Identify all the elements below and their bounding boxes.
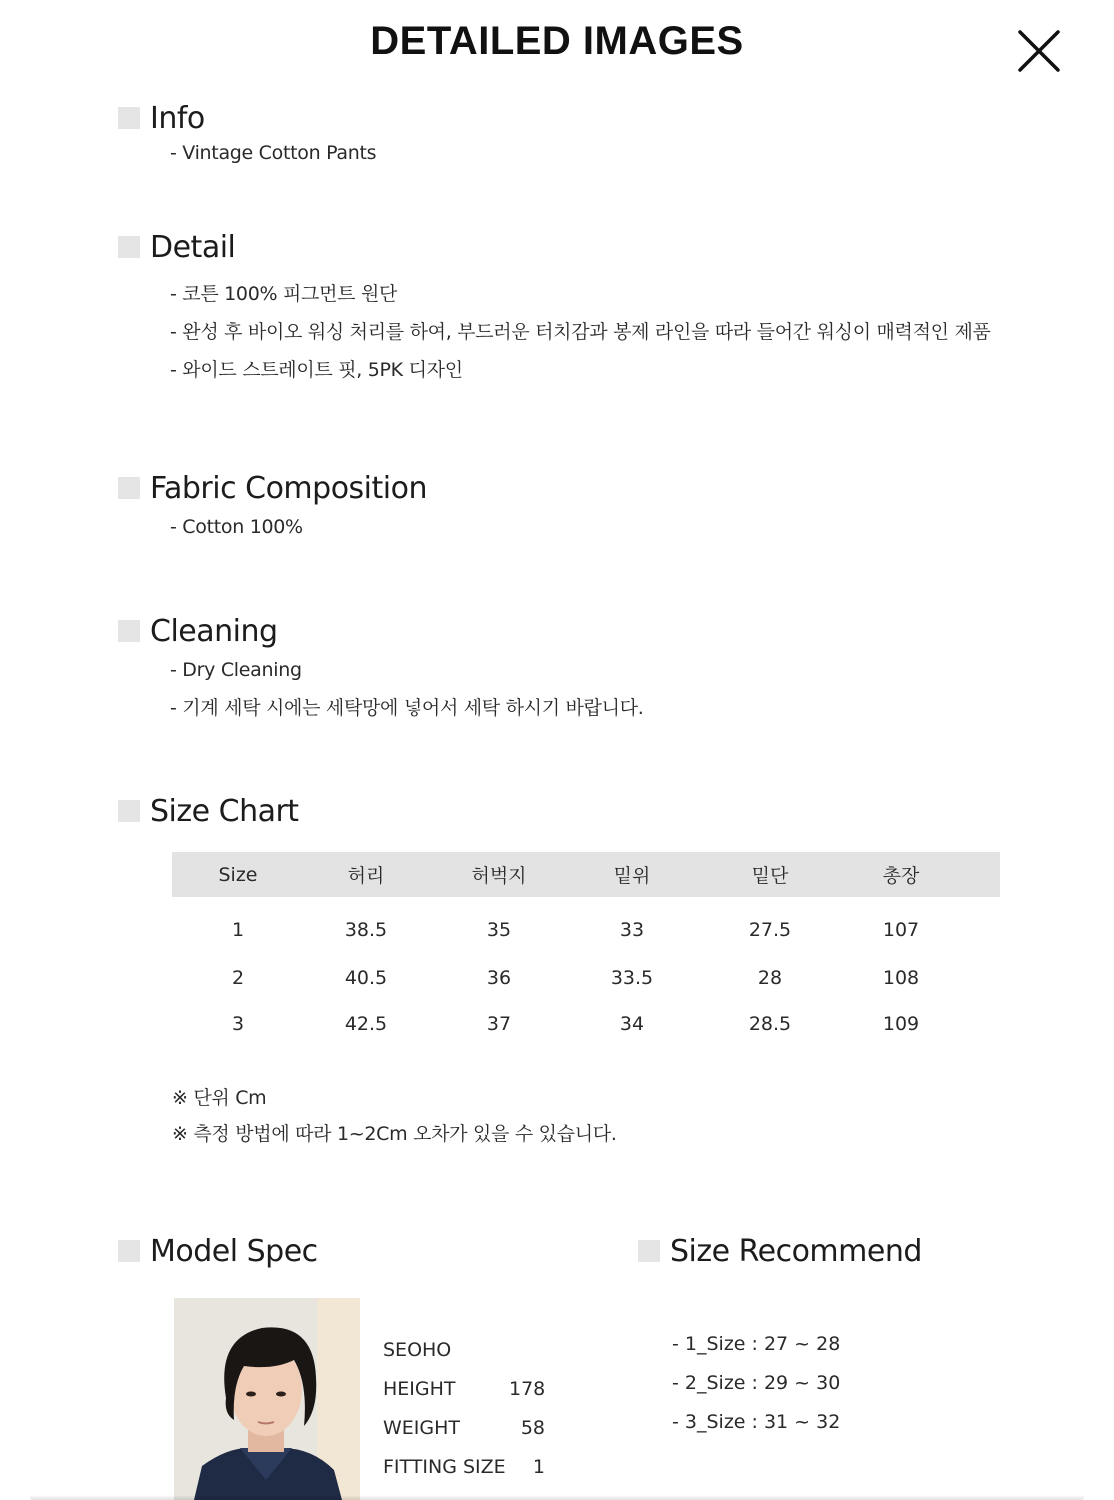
spec-row [383, 1330, 545, 1369]
weight-label: WEIGHT [383, 1416, 461, 1439]
model-name: SEOHO [383, 1338, 452, 1361]
size-table [172, 852, 1000, 1046]
height-value: 178 [509, 1377, 546, 1400]
fitting-label: FITTING SIZE [383, 1455, 506, 1478]
info-section [118, 98, 376, 164]
table-header [172, 852, 1000, 897]
model-spec-section [118, 1231, 318, 1271]
info-title: Info [150, 100, 205, 136]
spec-row [383, 1447, 545, 1486]
column-header: 허리 [347, 865, 385, 887]
fabric-section [118, 468, 427, 538]
table-cell: 1 [231, 919, 245, 941]
bullet-square [118, 620, 140, 642]
size-chart-section [118, 791, 299, 831]
spec-row [383, 1369, 545, 1408]
size-note: ※ 측정 방법에 따라 1~2Cm 오차가 있을 수 있습니다. [172, 1123, 617, 1145]
detail-line: - 와이드 스트레이트 핏, 5PK 디자인 [170, 359, 463, 381]
table-cell: 2 [231, 967, 245, 989]
table-row [172, 1002, 1000, 1046]
recommend-line: - 1_Size : 27 ~ 28 [672, 1333, 841, 1355]
bullet-square [118, 236, 140, 258]
table-cell: 27.5 [748, 919, 792, 941]
bullet-square [638, 1240, 660, 1262]
bullet-square [118, 800, 140, 822]
bullet-square [118, 477, 140, 499]
bullet-square [118, 107, 140, 129]
recommend-line: - 3_Size : 31 ~ 32 [672, 1411, 841, 1433]
size-recommend-title: Size Recommend [670, 1233, 922, 1269]
size-chart-title: Size Chart [150, 793, 299, 829]
cleaning-section [118, 611, 643, 727]
fabric-title: Fabric Composition [150, 470, 427, 506]
recommend-line: - 2_Size : 29 ~ 30 [672, 1372, 841, 1394]
table-cell: 35 [486, 919, 512, 941]
table-cell: 38.5 [344, 919, 388, 941]
cleaning-line: - Dry Cleaning [170, 659, 302, 681]
column-header: Size [218, 863, 258, 886]
close-icon [1012, 24, 1066, 78]
table-cell: 33.5 [610, 967, 654, 989]
column-header: 밑단 [751, 865, 789, 887]
cleaning-title: Cleaning [150, 613, 278, 649]
bottom-edge-shadow [30, 1495, 1084, 1500]
bullet-square [118, 1240, 140, 1262]
model-spec-list [383, 1330, 545, 1486]
cleaning-line: - 기계 세탁 시에는 세탁망에 넣어서 세탁 하시기 바랍니다. [170, 697, 644, 719]
size-notes [172, 1082, 617, 1154]
table-row [172, 954, 1000, 1002]
fabric-line: - Cotton 100% [170, 516, 303, 538]
table-cell: 42.5 [344, 1013, 388, 1035]
detail-title: Detail [150, 229, 236, 265]
table-cell: 36 [486, 967, 512, 989]
table-cell: 109 [882, 1013, 920, 1035]
size-note: ※ 단위 Cm [172, 1087, 267, 1109]
model-photo [174, 1298, 360, 1500]
column-header: 밑위 [613, 865, 651, 887]
info-line: - Vintage Cotton Pants [170, 142, 377, 164]
detail-line: - 코튼 100% 피그먼트 원단 [170, 283, 398, 305]
size-recommend-list [672, 1325, 840, 1442]
table-cell: 40.5 [344, 967, 388, 989]
detail-line: - 완성 후 바이오 워싱 처리를 하여, 부드러운 터치감과 봉제 라인을 따라 들어간 워싱이 매력적인 제품 [170, 321, 991, 343]
close-button[interactable] [1012, 24, 1066, 78]
column-header: 허벅지 [471, 865, 527, 887]
detail-section [118, 227, 991, 393]
table-cell: 107 [882, 919, 920, 941]
table-cell: 33 [619, 919, 645, 941]
table-cell: 37 [486, 1013, 512, 1035]
height-label: HEIGHT [383, 1377, 456, 1400]
table-cell: 34 [619, 1013, 645, 1035]
table-row [172, 906, 1000, 954]
table-cell: 108 [882, 967, 920, 989]
fitting-value: 1 [532, 1455, 545, 1478]
size-recommend-section [638, 1231, 922, 1271]
table-cell: 28.5 [748, 1013, 792, 1035]
spec-row [383, 1408, 545, 1447]
table-cell: 28 [757, 967, 783, 989]
page-title: DETAILED IMAGES [370, 19, 744, 63]
column-header: 총장 [882, 865, 920, 887]
weight-value: 58 [520, 1416, 545, 1439]
model-spec-title: Model Spec [150, 1233, 318, 1269]
table-cell: 3 [231, 1013, 245, 1035]
